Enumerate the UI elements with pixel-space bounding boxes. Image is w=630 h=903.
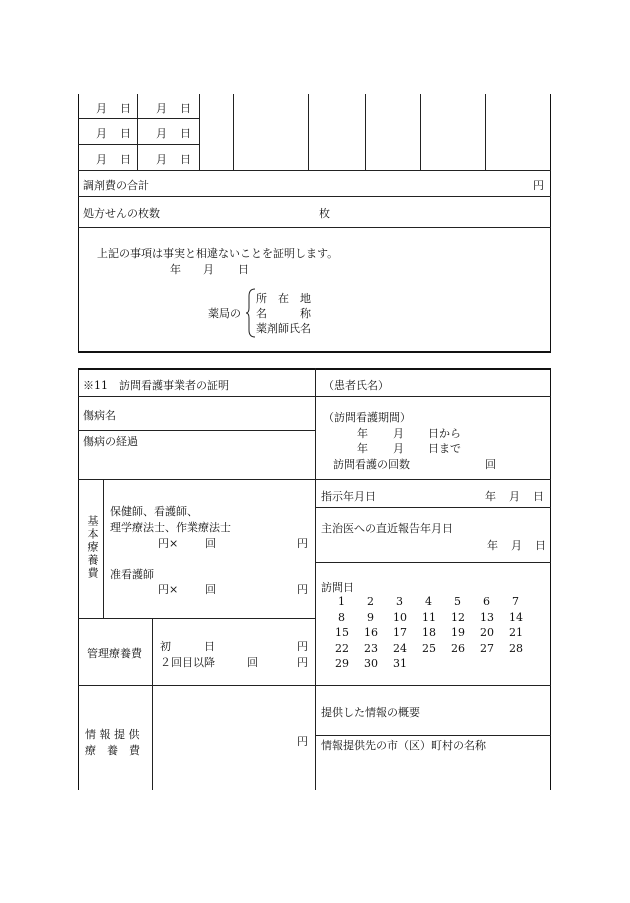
period-to-year: 年 <box>357 442 368 455</box>
info-fee-unit: 円 <box>297 735 308 748</box>
group2-yen: 円× <box>158 583 179 596</box>
visit-day-number: 22 <box>335 641 349 655</box>
visit-day-number: 31 <box>393 657 407 670</box>
visit-day-number: 10 <box>393 610 407 624</box>
group1-times: 回 <box>205 537 216 550</box>
therapist-group-label: 理学療法士、作業療法士 <box>110 521 231 534</box>
info-summary-label: 提供した情報の概要 <box>321 706 420 719</box>
visit-day-number: 4 <box>425 595 432 608</box>
instruction-month: 月 <box>509 490 520 503</box>
visit-day-number: 3 <box>396 595 403 608</box>
visit-day-number: 25 <box>422 641 436 655</box>
day-label: 日 <box>180 127 191 140</box>
period-to-month: 月 <box>393 442 404 455</box>
visit-day-number: 14 <box>509 610 523 624</box>
visit-day-number: 9 <box>367 610 374 624</box>
day-label: 日 <box>180 153 191 166</box>
visit-day-number: 29 <box>335 657 349 670</box>
month-label: 月 <box>156 127 167 140</box>
dispensing-total-label: 調剤費の合計 <box>83 179 149 192</box>
visit-period-label: （訪問看護期間） <box>323 411 411 424</box>
visit-day-number: 7 <box>512 595 519 608</box>
pharmacist-name-label: 薬剤師氏名 <box>256 322 311 335</box>
visit-count-label: 訪問看護の回数 <box>333 458 410 471</box>
visit-day-number: 16 <box>364 626 378 639</box>
visit-day-number: 1 <box>338 595 345 608</box>
group1-unit: 円 <box>297 537 308 550</box>
certification-text: 上記の事項は事実と相違ないことを証明します。 <box>97 247 339 260</box>
visit-day-number: 27 <box>480 641 494 655</box>
report-year: 年 <box>487 539 498 552</box>
nurse-group-label: 保健師、看護師、 <box>110 505 198 518</box>
prescription-count-label: 処方せんの枚数 <box>83 207 160 220</box>
sheet-unit: 枚 <box>319 207 330 220</box>
period-from-month: 月 <box>393 427 404 440</box>
visit-day-number: 12 <box>451 610 465 624</box>
day-label: 日 <box>120 102 131 115</box>
month-label: 月 <box>96 127 107 140</box>
day-label: 日 <box>180 102 191 115</box>
management-fee-label: 管理療養費 <box>87 647 142 660</box>
pharmacy-address-label: 所 在 地 <box>256 292 311 305</box>
visit-day-number: 6 <box>483 595 490 608</box>
cert-year: 年 <box>170 263 181 276</box>
second-visit-times: 回 <box>247 656 258 669</box>
info-fee-label-line1: 情 報 提 供 <box>85 728 140 741</box>
instruction-day: 日 <box>533 490 544 503</box>
group2-unit: 円 <box>297 583 308 596</box>
info-destination-label: 情報提供先の市（区）町村の名称 <box>321 739 486 752</box>
brace-icon <box>246 288 256 338</box>
instruction-date-label: 指示年月日 <box>321 490 376 503</box>
visit-day-number: 30 <box>364 657 378 670</box>
period-from-year: 年 <box>357 427 368 440</box>
assistant-nurse-label: 准看護師 <box>110 568 154 581</box>
visit-count-unit: 回 <box>485 458 496 471</box>
report-month: 月 <box>511 539 522 552</box>
visit-day-number: 23 <box>364 641 378 655</box>
report-date-label: 主治医への直近報告年月日 <box>321 522 453 535</box>
visit-day-number: 26 <box>451 641 465 655</box>
visit-day-number: 17 <box>393 626 407 639</box>
pharmacy-prefix: 薬局の <box>208 307 241 320</box>
visit-day-number: 5 <box>454 595 461 608</box>
first-day-label: 初 日 <box>160 640 215 653</box>
info-fee-label-line2: 療 養 費 <box>85 744 140 757</box>
month-label: 月 <box>156 153 167 166</box>
period-from-day: 日から <box>428 427 461 440</box>
yen-unit: 円 <box>533 179 544 192</box>
day-label: 日 <box>120 127 131 140</box>
visit-day-number: 24 <box>393 641 407 655</box>
group1-yen: 円× <box>158 537 179 550</box>
patient-name-label: （患者氏名） <box>323 379 389 392</box>
cert-day: 日 <box>238 263 249 276</box>
group2-times: 回 <box>205 583 216 596</box>
visit-day-number: 2 <box>367 595 374 608</box>
basic-fee-label: 基本療養費 <box>86 515 99 580</box>
period-to-day: 日まで <box>428 442 461 455</box>
month-label: 月 <box>96 153 107 166</box>
visit-day-number: 28 <box>509 641 523 655</box>
cert-month: 月 <box>203 263 214 276</box>
visit-day-number: 13 <box>480 610 494 624</box>
nursing-section-title: ※11 訪問看護事業者の証明 <box>83 379 229 392</box>
instruction-year: 年 <box>485 490 496 503</box>
disease-progress-label: 傷病の経過 <box>83 435 138 448</box>
month-label: 月 <box>96 102 107 115</box>
visit-day-number: 21 <box>509 626 523 639</box>
visit-day-number: 20 <box>480 626 494 639</box>
month-label: 月 <box>156 102 167 115</box>
first-day-unit: 円 <box>297 640 308 653</box>
day-label: 日 <box>120 153 131 166</box>
visit-day-number: 15 <box>335 626 349 639</box>
report-day: 日 <box>535 539 546 552</box>
second-visit-label: ２回目以降 <box>160 656 215 669</box>
visit-day-number: 11 <box>422 610 436 624</box>
visit-day-number: 19 <box>451 626 465 639</box>
pharmacy-name-label: 名 称 <box>256 307 311 320</box>
visit-day-number: 8 <box>338 610 345 624</box>
visit-days-label: 訪問日 <box>321 581 354 594</box>
disease-name-label: 傷病名 <box>83 409 116 422</box>
visit-day-number: 18 <box>422 626 436 639</box>
second-visit-unit: 円 <box>297 656 308 669</box>
